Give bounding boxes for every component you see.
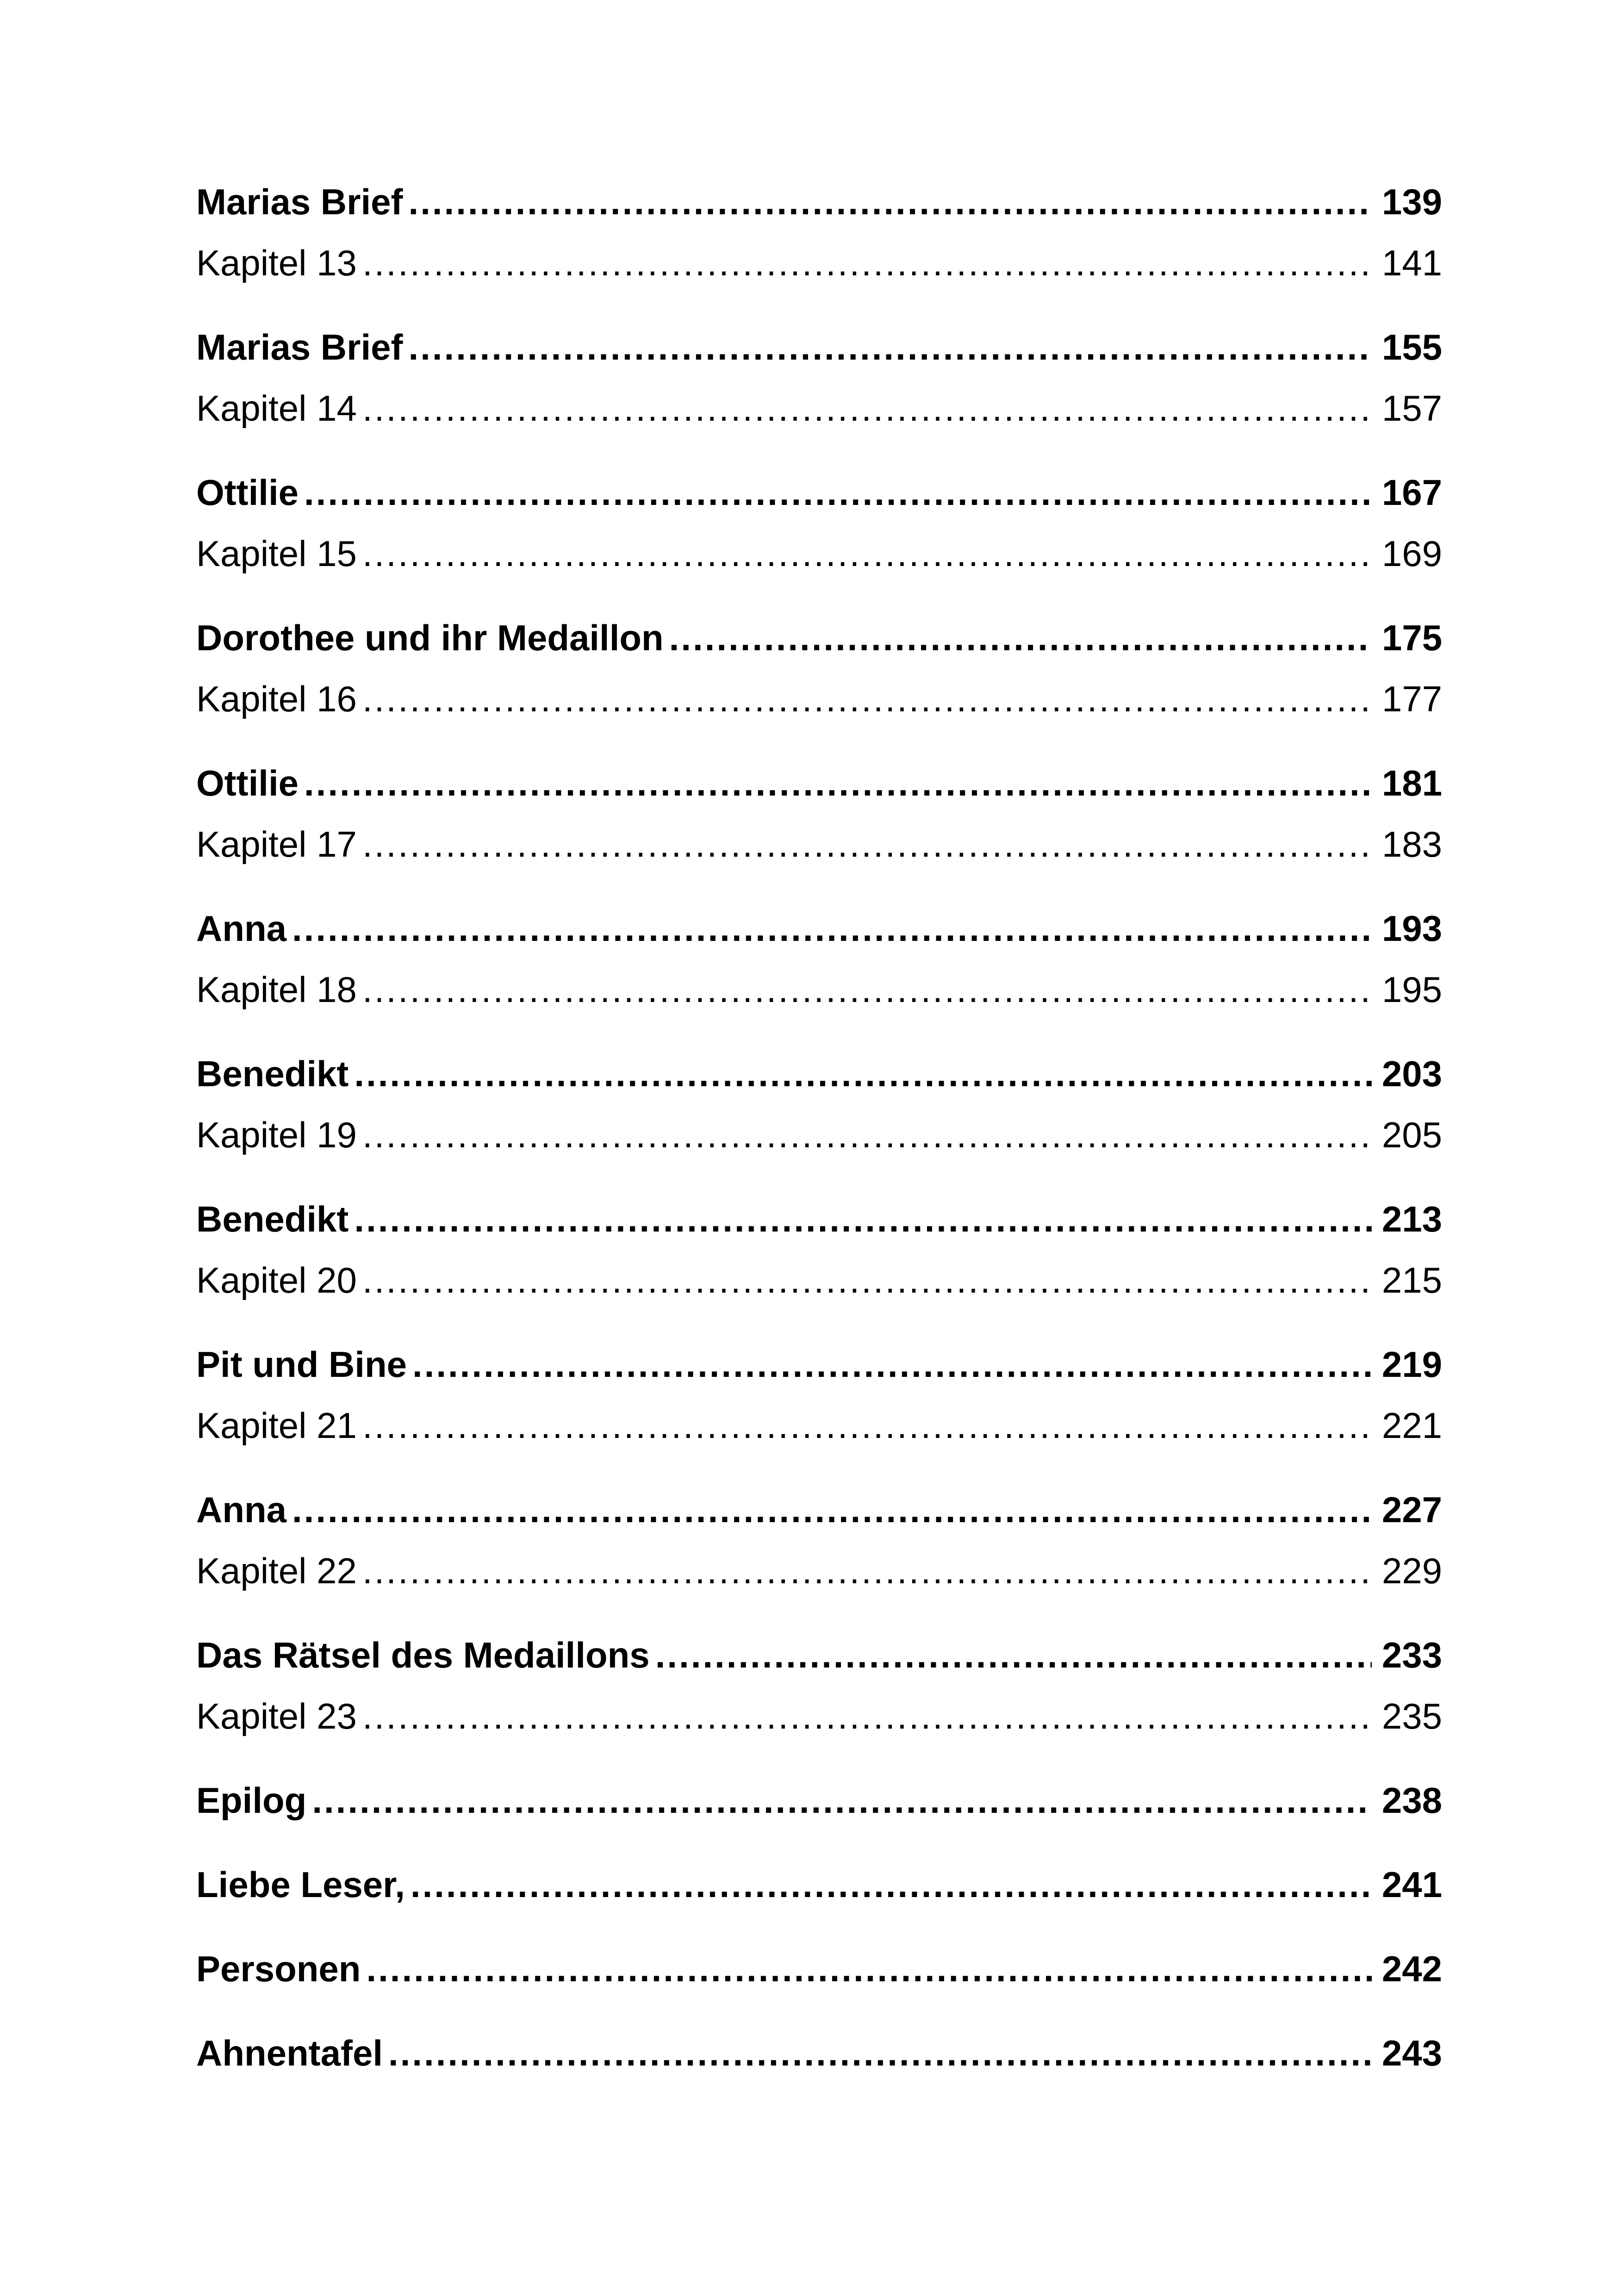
toc-entry-page: 175 [1382, 617, 1442, 658]
toc-entry-page: 241 [1382, 1864, 1442, 1905]
toc-entry-title: Kapitel 21 [196, 1405, 357, 1446]
toc-entry-page: 167 [1382, 472, 1442, 513]
toc-entry-title: Epilog [196, 1780, 307, 1821]
toc-entry-title: Dorothee und ihr Medaillon [196, 617, 664, 658]
dot-leader [362, 959, 1372, 1020]
toc-entry[interactable] [196, 523, 1442, 584]
toc-entry-page: 183 [1382, 824, 1442, 865]
toc-entry-title: Kapitel 20 [196, 1260, 357, 1300]
dot-leader [292, 898, 1372, 959]
toc-entry-title: Kapitel 19 [196, 1114, 357, 1155]
toc-entry-page: 238 [1382, 1780, 1442, 1821]
toc-entry-title: Anna [196, 1489, 286, 1530]
toc-entry[interactable] [196, 1188, 1442, 1250]
toc-entry-page: 181 [1382, 763, 1442, 803]
toc-entry[interactable] [196, 1540, 1442, 1601]
toc-entry-title: Liebe Leser, [196, 1864, 405, 1905]
toc-entry-page: 215 [1382, 1260, 1442, 1300]
toc-entry-title: Kapitel 16 [196, 678, 357, 719]
toc-entry-title: Ottilie [196, 763, 299, 803]
toc-entry-page: 213 [1382, 1199, 1442, 1239]
toc-entry[interactable] [196, 668, 1442, 729]
dot-leader [669, 607, 1372, 668]
dot-leader [411, 1854, 1372, 1915]
dot-leader [362, 1395, 1372, 1456]
toc-entry-title: Marias Brief [196, 327, 403, 367]
toc-entry[interactable] [196, 1854, 1442, 1915]
dot-leader [362, 668, 1372, 729]
toc-entry[interactable] [196, 1104, 1442, 1165]
toc-entry-page: 233 [1382, 1635, 1442, 1675]
toc-entry-title: Ahnentafel [196, 2033, 383, 2073]
toc-entry[interactable] [196, 959, 1442, 1020]
toc-entry-title: Marias Brief [196, 181, 403, 222]
dot-leader [312, 1770, 1372, 1831]
toc-entry[interactable] [196, 2022, 1442, 2084]
dot-leader [304, 462, 1372, 523]
dot-leader [354, 1043, 1372, 1104]
toc-entry-title: Kapitel 23 [196, 1696, 357, 1736]
dot-leader [362, 523, 1372, 584]
dot-leader [388, 2022, 1372, 2084]
toc-entry[interactable] [196, 171, 1442, 232]
toc-entry[interactable] [196, 1624, 1442, 1686]
toc-entry-page: 193 [1382, 908, 1442, 949]
dot-leader [412, 1334, 1372, 1395]
dot-leader [409, 171, 1372, 232]
toc-entry-page: 157 [1382, 388, 1442, 429]
toc-entry[interactable] [196, 1395, 1442, 1456]
toc-entry[interactable] [196, 898, 1442, 959]
toc-entry-page: 139 [1382, 181, 1442, 222]
toc-entry-page: 169 [1382, 533, 1442, 574]
toc-entry-page: 242 [1382, 1948, 1442, 1989]
toc-entry[interactable] [196, 317, 1442, 378]
toc-entry-title: Kapitel 22 [196, 1550, 357, 1591]
toc-entry-title: Kapitel 17 [196, 824, 357, 865]
toc-entry-page: 177 [1382, 678, 1442, 719]
dot-leader [362, 1250, 1372, 1311]
toc-entry-page: 221 [1382, 1405, 1442, 1446]
toc-entry[interactable] [196, 607, 1442, 668]
toc-entry[interactable] [196, 1043, 1442, 1104]
toc-entry-title: Anna [196, 908, 286, 949]
toc-entry-title: Personen [196, 1948, 361, 1989]
toc-entry-page: 155 [1382, 327, 1442, 367]
toc-entry-page: 235 [1382, 1696, 1442, 1736]
toc-entry[interactable] [196, 1770, 1442, 1831]
dot-leader [362, 1104, 1372, 1165]
toc-entry-title: Das Rätsel des Medaillons [196, 1635, 650, 1675]
dot-leader [362, 1540, 1372, 1601]
toc-entry-page: 229 [1382, 1550, 1442, 1591]
toc-entry[interactable] [196, 753, 1442, 814]
toc-entry-title: Kapitel 14 [196, 388, 357, 429]
toc-entry-page: 219 [1382, 1344, 1442, 1385]
toc-entry-page: 195 [1382, 969, 1442, 1010]
dot-leader [366, 1938, 1372, 1999]
toc-entry[interactable] [196, 462, 1442, 523]
dot-leader [304, 753, 1372, 814]
dot-leader [409, 317, 1372, 378]
toc-entry-title: Ottilie [196, 472, 299, 513]
dot-leader [655, 1624, 1372, 1686]
toc-entry[interactable] [196, 1334, 1442, 1395]
toc-entry-title: Kapitel 15 [196, 533, 357, 574]
toc-entry-page: 141 [1382, 243, 1442, 283]
toc-entry[interactable] [196, 1686, 1442, 1747]
toc-entry[interactable] [196, 232, 1442, 293]
toc-entry-title: Kapitel 18 [196, 969, 357, 1010]
dot-leader [362, 1686, 1372, 1747]
toc-entry-title: Kapitel 13 [196, 243, 357, 283]
dot-leader [362, 814, 1372, 875]
dot-leader [362, 378, 1372, 439]
dot-leader [292, 1479, 1372, 1540]
toc-entry-title: Benedikt [196, 1199, 349, 1239]
dot-leader [354, 1188, 1372, 1250]
toc-entry[interactable] [196, 1250, 1442, 1311]
toc-entry[interactable] [196, 378, 1442, 439]
toc-entry-title: Pit und Bine [196, 1344, 407, 1385]
toc-entry-title: Benedikt [196, 1053, 349, 1094]
toc-entry-page: 227 [1382, 1489, 1442, 1530]
dot-leader [362, 232, 1372, 293]
toc-entry-page: 243 [1382, 2033, 1442, 2073]
table-of-contents [196, 171, 1442, 2084]
toc-entry-page: 205 [1382, 1114, 1442, 1155]
toc-entry[interactable] [196, 814, 1442, 875]
toc-entry[interactable] [196, 1938, 1442, 1999]
toc-entry-page: 203 [1382, 1053, 1442, 1094]
toc-entry[interactable] [196, 1479, 1442, 1540]
